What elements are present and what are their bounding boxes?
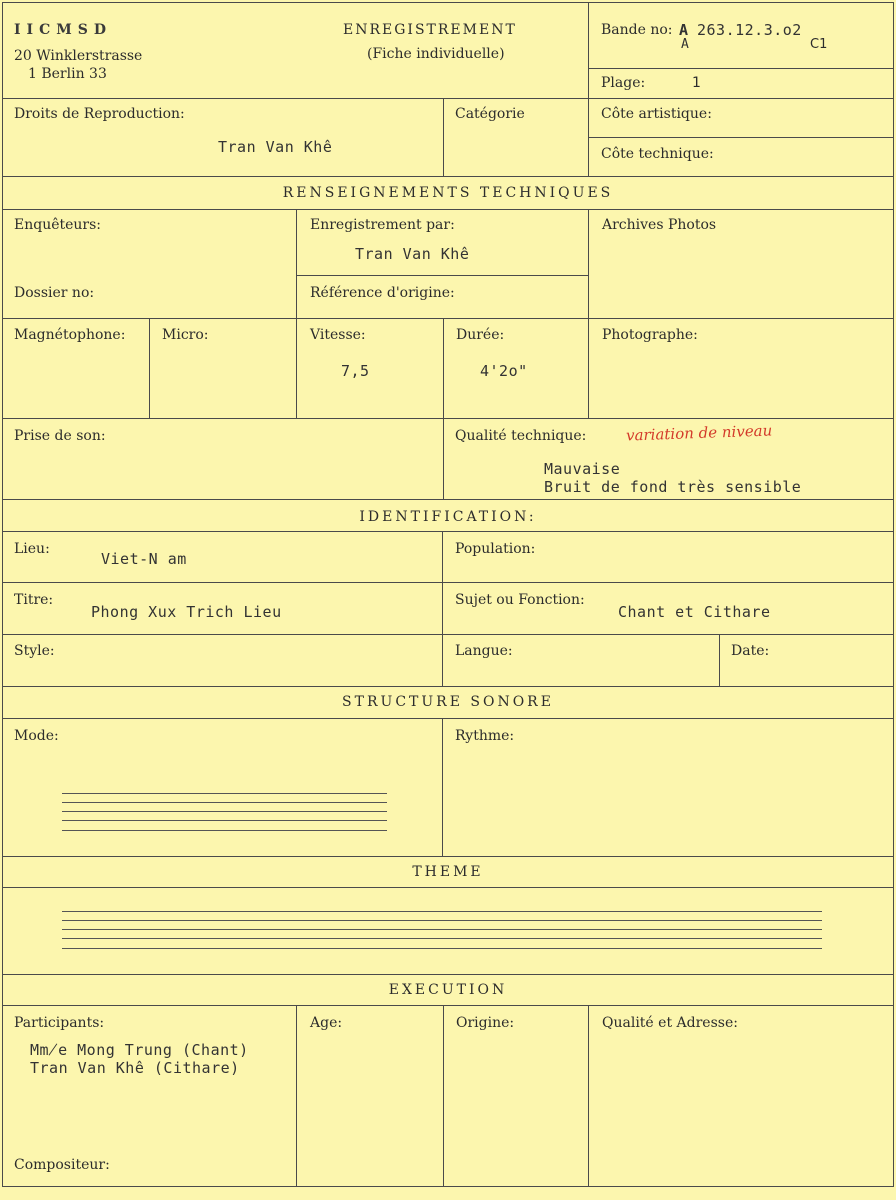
compositeur-label: Compositeur: [14,1157,110,1173]
enqueteurs-label: Enquêteurs: [14,217,102,233]
langue-label: Langue: [455,643,513,659]
dossier-label: Dossier no: [14,285,95,301]
bande-prefix: A [679,21,689,39]
rythme-label: Rythme: [455,728,515,744]
origine-label: Origine: [456,1015,515,1031]
sujet-label: Sujet ou Fonction: [455,592,585,608]
participant-1: Mm̸e Mong Trung (Chant) [30,1041,249,1059]
vitesse-label: Vitesse: [310,327,366,343]
address-line-1: 20 Winklerstrasse [14,48,143,64]
section-execution: EXECUTION [388,982,508,998]
reference-origine-label: Référence d'origine: [310,285,455,301]
droits-value: Tran Van Khê [218,138,333,156]
plage-value: 1 [692,75,701,91]
bande-label: Bande no: [601,22,673,38]
participant-2: Tran Van Khê (Cithare) [30,1059,240,1077]
section-theme: THEME [412,864,484,880]
duree-value: 4'2o" [480,362,528,380]
participants-label: Participants: [14,1015,105,1031]
form-title: ENREGISTREMENT [343,22,517,38]
section-structure: STRUCTURE SONORE [342,694,554,710]
qualite-value-line-2: Bruit de fond très sensible [544,478,802,496]
categorie-label: Catégorie [455,106,525,122]
prise-de-son-label: Prise de son: [14,428,106,444]
titre-label: Titre: [14,592,54,608]
date-label: Date: [731,643,770,659]
age-label: Age: [310,1015,343,1031]
qualite-technique-label: Qualité technique: [455,428,587,444]
section-techniques: RENSEIGNEMENTS TECHNIQUES [282,185,614,201]
droits-label: Droits de Reproduction: [14,106,185,122]
style-label: Style: [14,643,55,659]
magnetophone-label: Magnétophone: [14,327,126,343]
cote-artistique-label: Côte artistique: [601,106,712,122]
qualite-adresse-label: Qualité et Adresse: [602,1015,738,1031]
mode-label: Mode: [14,728,59,744]
cote-technique-label: Côte technique: [601,146,714,162]
section-identification: IDENTIFICATION: [359,509,537,525]
population-label: Population: [455,541,536,557]
micro-label: Micro: [162,327,209,343]
org-name: IICMSD [14,22,112,38]
archives-photos-label: Archives Photos [602,217,717,233]
enregistrement-par-value: Tran Van Khê [355,245,470,263]
enregistrement-par-label: Enregistrement par: [310,217,455,233]
address-line-2: 1 Berlin 33 [28,66,107,82]
form-subtitle: (Fiche individuelle) [367,46,505,62]
qualite-value-line-1: Mauvaise [544,460,621,478]
titre-value: Phong Xux Trich Lieu [91,603,282,621]
bande-line2-a: A [681,37,690,52]
sujet-value: Chant et Cithare [618,603,771,621]
duree-label: Durée: [456,327,505,343]
plage-label: Plage: [601,75,646,91]
bande-line2-b: C1 [810,37,828,52]
photographe-label: Photographe: [602,327,698,343]
qualite-handwritten-note: variation de niveau [625,421,773,445]
bande-value: 263.12.3.o2 [697,21,802,39]
lieu-value: Viet-N am [101,550,187,568]
vitesse-value: 7,5 [341,362,370,380]
lieu-label: Lieu: [14,541,50,557]
